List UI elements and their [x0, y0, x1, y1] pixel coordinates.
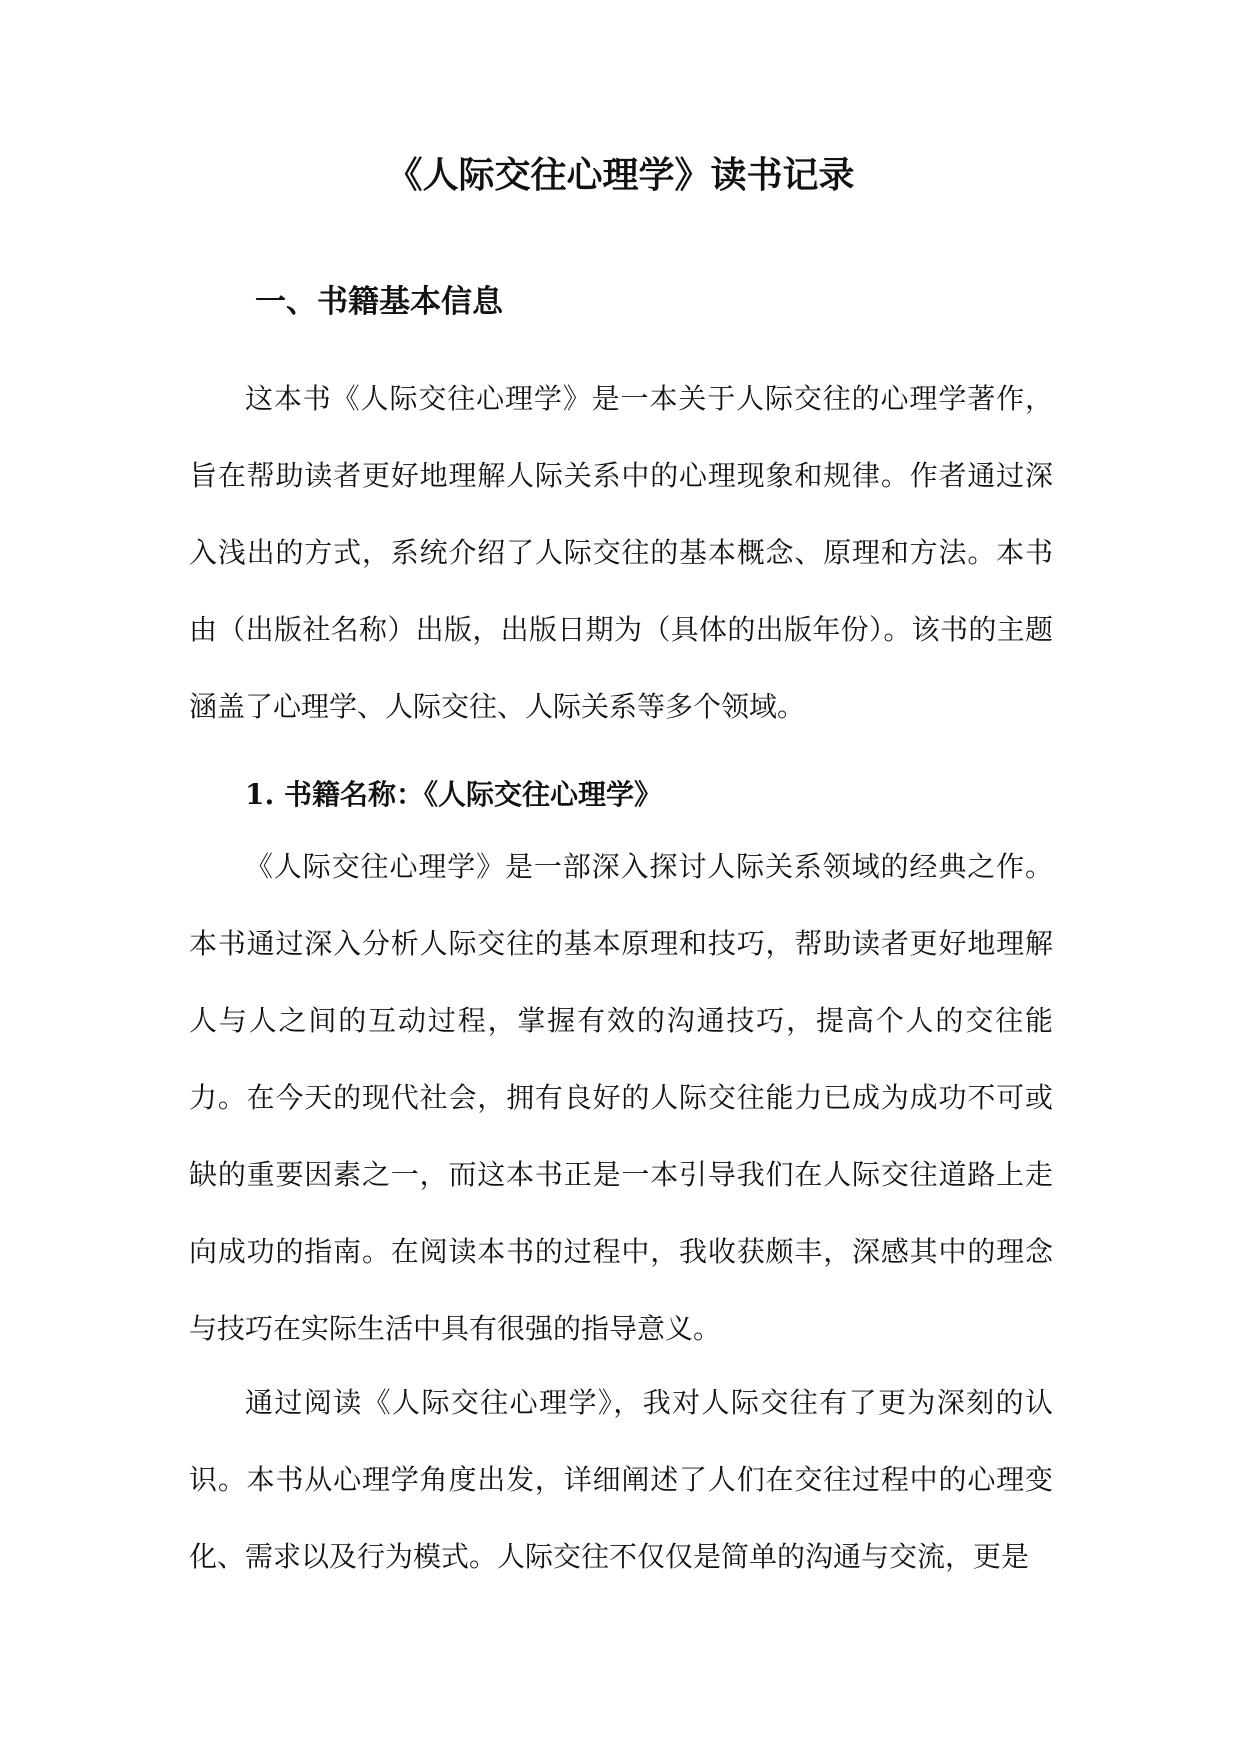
paragraph-book-overview: 《人际交往心理学》是一部深入探讨人际关系领域的经典之作。本书通过深入分析人际交往的基本原理和技巧，帮助读者更好地理解人与人之间的互动过程，掌握有效的沟通技巧，提高个人的交往能力。在今天的现代社会，拥有良好的人际交往能力已成为成功不可或缺的重要因素之一，而这本书正是一本引导我们在人际交往道路上走向成功的指南。在阅读本书的过程中，我收获颇丰，深感其中的理念与技巧在实际生活中具有很强的指导意义。	[189, 850, 1053, 1345]
document-title: 《人际交往心理学》读书记录	[386, 154, 855, 196]
subsection-heading-book-name: 1. 书籍名称：《人际交往心理学》	[245, 778, 662, 811]
paragraph-reading-insight: 通过阅读《人际交往心理学》，我对人际交往有了更为深刻的认识。本书从心理学角度出发，详细阐述了人们在交往过程中的心理变化、需求以及行为模式。人际交往不仅仅是简单的沟通与交流，更是	[189, 1386, 1053, 1573]
section-heading-basic-info: 一、书籍基本信息	[255, 284, 503, 320]
paragraph-basic-info: 这本书《人际交往心理学》是一本关于人际交往的心理学著作，旨在帮助读者更好地理解人际关系中的心理现象和规律。作者通过深入浅出的方式，系统介绍了人际交往的基本概念、原理和方法。本书由（出版社名称）出版，出版日期为（具体的出版年份）。该书的主题涵盖了心理学、人际交往、人际关系等多个领域。	[189, 382, 1053, 723]
